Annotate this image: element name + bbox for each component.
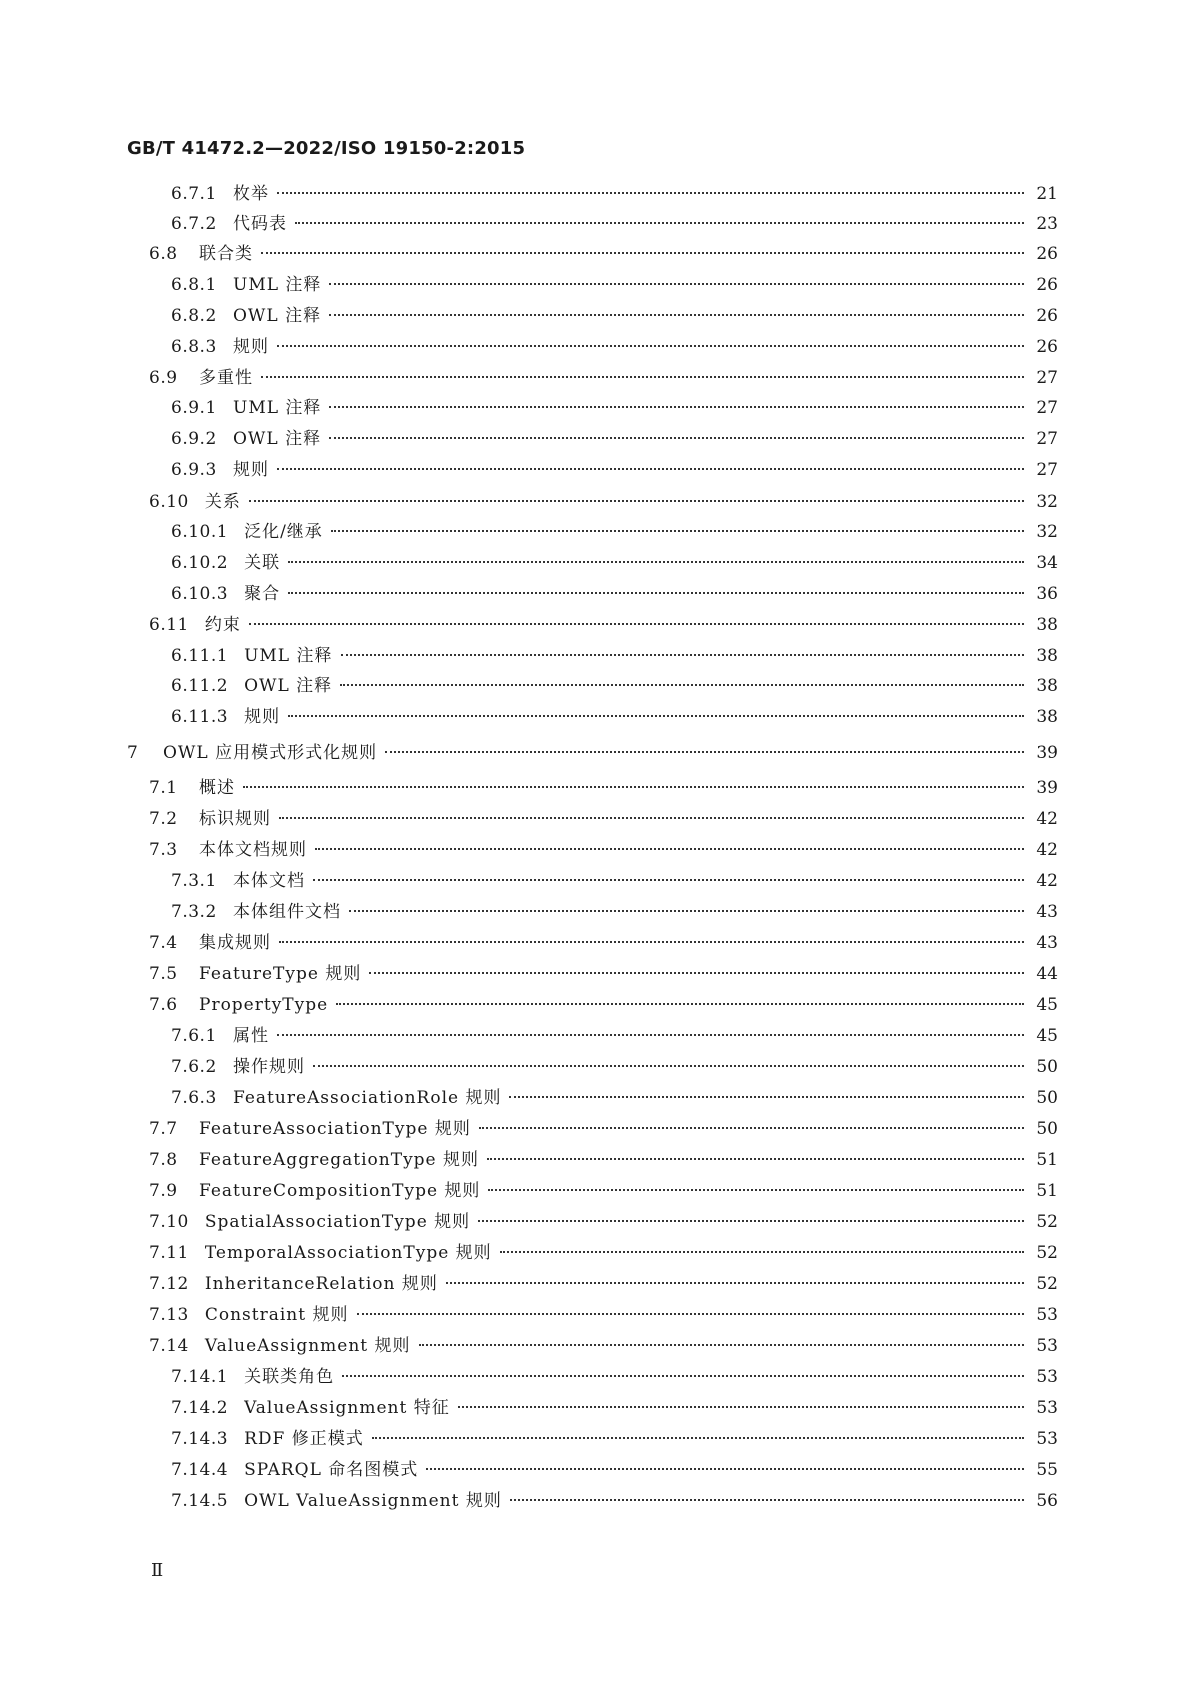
toc-dot-leader (261, 376, 1024, 378)
toc-entry-page: 38 (1036, 707, 1058, 727)
toc-entry-title: OWL 注释 (233, 306, 322, 326)
toc-entry[interactable] (171, 870, 1058, 892)
toc-entry-title: 规则 (244, 707, 281, 727)
toc-entry[interactable] (149, 367, 1058, 389)
toc-entry-title: 泛化/继承 (244, 522, 323, 542)
toc-entry-page: 42 (1036, 871, 1058, 891)
toc-entry-title: 联合类 (199, 244, 253, 264)
toc-entry-page: 53 (1036, 1398, 1058, 1418)
toc-entry-page: 45 (1036, 1026, 1058, 1046)
toc-entry-number: 7.12 (149, 1274, 189, 1294)
toc-entry-page: 53 (1036, 1429, 1058, 1449)
toc-entry-page: 34 (1036, 553, 1058, 573)
toc-entry-number: 7.6.3 (171, 1088, 217, 1108)
toc-entry-page: 52 (1036, 1212, 1058, 1232)
toc-entry-title: UML 注释 (233, 398, 322, 418)
toc-entry[interactable] (149, 1242, 1058, 1264)
toc-entry-title: 约束 (204, 615, 241, 635)
toc-entry-page: 53 (1036, 1367, 1058, 1387)
toc-entry-page: 36 (1036, 584, 1058, 604)
toc-entry[interactable] (171, 1087, 1058, 1109)
toc-entry-title: TemporalAssociationType 规则 (204, 1243, 492, 1263)
toc-entry-number: 7.2 (149, 809, 178, 829)
toc-entry[interactable] (149, 808, 1058, 830)
toc-entry-title: OWL 注释 (244, 676, 333, 696)
toc-dot-leader (372, 1437, 1024, 1439)
toc-dot-leader (419, 1344, 1024, 1346)
toc-dot-leader (295, 222, 1024, 224)
toc-entry-title: 本体文档规则 (199, 840, 307, 860)
toc-dot-leader (336, 1003, 1024, 1005)
toc-entry[interactable] (171, 183, 1058, 205)
toc-entry-number: 6.9.1 (171, 398, 217, 418)
toc-entry-number: 6.7.1 (171, 184, 217, 204)
toc-entry-page: 26 (1036, 244, 1058, 264)
toc-dot-leader (510, 1499, 1024, 1501)
toc-entry-number: 7 (127, 743, 139, 763)
toc-entry-number: 6.10.2 (171, 553, 229, 573)
toc-entry-page: 42 (1036, 840, 1058, 860)
toc-entry-page: 38 (1036, 676, 1058, 696)
toc-dot-leader (288, 592, 1024, 594)
toc-dot-leader (369, 972, 1024, 974)
toc-dot-leader (357, 1313, 1025, 1315)
toc-dot-leader (279, 941, 1024, 943)
toc-entry-title: FeatureType 规则 (199, 964, 362, 984)
toc-entry[interactable] (171, 1366, 1058, 1388)
toc-dot-leader (446, 1282, 1024, 1284)
toc-entry-title: FeatureCompositionType 规则 (199, 1181, 481, 1201)
toc-entry-number: 7.6.2 (171, 1057, 217, 1077)
toc-entry-number: 6.9.2 (171, 429, 217, 449)
toc-entry-page: 27 (1036, 398, 1058, 418)
toc-entry[interactable] (171, 305, 1058, 327)
toc-entry[interactable] (171, 675, 1058, 697)
toc-entry-number: 6.10.1 (171, 522, 229, 542)
toc-entry-page: 38 (1036, 615, 1058, 635)
toc-entry-page: 56 (1036, 1491, 1058, 1511)
toc-entry-page: 53 (1036, 1305, 1058, 1325)
toc-dot-leader (329, 406, 1024, 408)
toc-entry-page: 32 (1036, 522, 1058, 542)
toc-dot-leader (385, 751, 1024, 753)
toc-entry-title: Constraint 规则 (204, 1305, 349, 1325)
toc-entry[interactable] (171, 428, 1058, 450)
toc-entry[interactable] (171, 1459, 1058, 1481)
toc-dot-leader (243, 786, 1024, 788)
toc-entry[interactable] (171, 1490, 1058, 1512)
document-standard-code: GB/T 41472.2—2022/ISO 19150-2:2015 (127, 138, 526, 159)
toc-entry-number: 7.5 (149, 964, 178, 984)
toc-entry-page: 21 (1036, 184, 1058, 204)
toc-entry[interactable] (171, 552, 1058, 574)
toc-dot-leader (342, 1375, 1024, 1377)
toc-entry-title: PropertyType (199, 995, 329, 1015)
toc-entry-title: 本体组件文档 (233, 902, 341, 922)
toc-dot-leader (261, 252, 1024, 254)
toc-entry[interactable] (171, 1397, 1058, 1419)
toc-entry-title: FeatureAssociationType 规则 (199, 1119, 471, 1139)
toc-entry-number: 7.14 (149, 1336, 189, 1356)
toc-entry-page: 38 (1036, 646, 1058, 666)
toc-entry-number: 6.10 (149, 492, 189, 512)
toc-dot-leader (488, 1189, 1024, 1191)
toc-dot-leader (426, 1468, 1024, 1470)
toc-entry[interactable] (149, 1211, 1058, 1233)
toc-entry-title: 属性 (233, 1026, 269, 1046)
toc-entry-title: OWL 注释 (233, 429, 322, 449)
toc-entry-number: 6.11.1 (171, 646, 229, 666)
toc-entry-number: 7.6.1 (171, 1026, 217, 1046)
toc-dot-leader (329, 314, 1024, 316)
toc-entry-page: 53 (1036, 1336, 1058, 1356)
toc-entry-page: 51 (1036, 1150, 1058, 1170)
toc-entry[interactable] (149, 1149, 1058, 1171)
toc-dot-leader (329, 437, 1024, 439)
toc-entry-page: 39 (1036, 743, 1058, 763)
toc-dot-leader (279, 817, 1024, 819)
toc-entry-title: 规则 (233, 460, 269, 480)
toc-entry-number: 6.8.1 (171, 275, 217, 295)
toc-entry-number: 6.11.2 (171, 676, 229, 696)
toc-dot-leader (478, 1220, 1024, 1222)
toc-entry[interactable] (149, 614, 1058, 636)
toc-entry[interactable] (127, 742, 1058, 764)
toc-dot-leader (277, 345, 1024, 347)
toc-entry-number: 6.8.3 (171, 337, 217, 357)
toc-entry[interactable] (149, 1118, 1058, 1140)
toc-entry-page: 50 (1036, 1119, 1058, 1139)
toc-entry-number: 7.4 (149, 933, 178, 953)
toc-entry-number: 7.14.5 (171, 1491, 229, 1511)
toc-entry-number: 6.7.2 (171, 214, 217, 234)
toc-entry-title: 概述 (199, 778, 235, 798)
toc-entry-number: 7.14.2 (171, 1398, 229, 1418)
toc-entry[interactable] (171, 521, 1058, 543)
toc-entry-page: 44 (1036, 964, 1058, 984)
toc-entry[interactable] (149, 839, 1058, 861)
toc-entry[interactable] (171, 213, 1058, 235)
toc-entry-number: 7.10 (149, 1212, 189, 1232)
toc-dot-leader (479, 1127, 1024, 1129)
toc-entry-page: 27 (1036, 429, 1058, 449)
toc-dot-leader (277, 1034, 1024, 1036)
toc-entry[interactable] (171, 1428, 1058, 1450)
toc-entry[interactable] (149, 963, 1058, 985)
toc-entry[interactable] (149, 491, 1058, 513)
toc-entry-page: 27 (1036, 368, 1058, 388)
toc-dot-leader (331, 530, 1024, 532)
toc-entry-page: 39 (1036, 778, 1058, 798)
toc-entry-title: SpatialAssociationType 规则 (204, 1212, 471, 1232)
toc-entry-number: 7.14.4 (171, 1460, 229, 1480)
page-number: Ⅱ (151, 1560, 164, 1581)
toc-dot-leader (313, 879, 1024, 881)
toc-dot-leader (277, 192, 1024, 194)
toc-dot-leader (288, 561, 1024, 563)
toc-entry-number: 7.3 (149, 840, 178, 860)
toc-entry-title: UML 注释 (244, 646, 333, 666)
toc-entry[interactable] (171, 901, 1058, 923)
toc-entry-number: 7.8 (149, 1150, 178, 1170)
toc-entry-page: 26 (1036, 337, 1058, 357)
toc-dot-leader (341, 654, 1024, 656)
toc-entry-title: 集成规则 (199, 933, 271, 953)
toc-entry-title: 枚举 (233, 184, 269, 204)
toc-entry-title: UML 注释 (233, 275, 322, 295)
toc-entry-title: ValueAssignment 特征 (244, 1398, 450, 1418)
toc-entry-title: OWL 应用模式形式化规则 (163, 743, 378, 763)
toc-entry-number: 6.8.2 (171, 306, 217, 326)
toc-dot-leader (249, 623, 1024, 625)
toc-entry[interactable] (171, 583, 1058, 605)
toc-dot-leader (249, 500, 1024, 502)
toc-entry-number: 6.10.3 (171, 584, 229, 604)
toc-entry-page: 45 (1036, 995, 1058, 1015)
toc-entry-number: 7.11 (149, 1243, 189, 1263)
toc-dot-leader (329, 283, 1024, 285)
toc-entry[interactable] (171, 459, 1058, 481)
toc-entry-page: 50 (1036, 1088, 1058, 1108)
toc-entry-page: 42 (1036, 809, 1058, 829)
toc-dot-leader (340, 684, 1024, 686)
toc-entry-page: 26 (1036, 275, 1058, 295)
toc-entry[interactable] (149, 1335, 1058, 1357)
toc-entry[interactable] (171, 1025, 1058, 1047)
toc-entry-number: 7.14.3 (171, 1429, 229, 1449)
toc-entry-number: 7.13 (149, 1305, 189, 1325)
toc-dot-leader (288, 715, 1024, 717)
toc-entry-page: 27 (1036, 460, 1058, 480)
toc-entry-page: 51 (1036, 1181, 1058, 1201)
toc-entry-page: 52 (1036, 1243, 1058, 1263)
toc-entry-number: 7.1 (149, 778, 178, 798)
toc-entry-number: 7.14.1 (171, 1367, 229, 1387)
toc-entry-page: 55 (1036, 1460, 1058, 1480)
toc-entry[interactable] (171, 706, 1058, 728)
toc-entry-page: 50 (1036, 1057, 1058, 1077)
toc-entry-title: SPARQL 命名图模式 (244, 1460, 419, 1480)
toc-entry-number: 6.8 (149, 244, 178, 264)
toc-entry-number: 7.6 (149, 995, 178, 1015)
toc-entry-number: 7.3.1 (171, 871, 217, 891)
toc-entry[interactable] (149, 932, 1058, 954)
toc-dot-leader (313, 1065, 1024, 1067)
toc-entry-number: 7.3.2 (171, 902, 217, 922)
toc-entry-title: 标识规则 (199, 809, 271, 829)
toc-entry-title: InheritanceRelation 规则 (204, 1274, 438, 1294)
toc-entry[interactable] (149, 1180, 1058, 1202)
toc-entry-title: FeatureAggregationType 规则 (199, 1150, 480, 1170)
toc-dot-leader (509, 1096, 1024, 1098)
toc-dot-leader (349, 910, 1024, 912)
toc-entry-number: 6.9 (149, 368, 178, 388)
toc-entry[interactable] (171, 336, 1058, 358)
toc-entry-number: 7.9 (149, 1181, 178, 1201)
toc-entry-page: 26 (1036, 306, 1058, 326)
toc-entry[interactable] (149, 1304, 1058, 1326)
toc-entry[interactable] (171, 397, 1058, 419)
toc-entry-title: OWL ValueAssignment 规则 (244, 1491, 502, 1511)
toc-entry-title: ValueAssignment 规则 (204, 1336, 411, 1356)
toc-entry-page: 43 (1036, 933, 1058, 953)
toc-entry-page: 43 (1036, 902, 1058, 922)
toc-entry-title: 关联类角色 (244, 1367, 335, 1387)
toc-entry-number: 6.9.3 (171, 460, 217, 480)
toc-dot-leader (315, 848, 1024, 850)
toc-entry[interactable] (171, 1056, 1058, 1078)
toc-dot-leader (487, 1158, 1024, 1160)
toc-entry-title: RDF 修正模式 (244, 1429, 364, 1449)
toc-entry-title: 本体文档 (233, 871, 305, 891)
toc-entry-page: 32 (1036, 492, 1058, 512)
toc-entry-number: 6.11 (149, 615, 189, 635)
toc-entry-title: 关联 (244, 553, 281, 573)
toc-entry[interactable] (149, 243, 1058, 265)
toc-entry-title: 规则 (233, 337, 269, 357)
toc-entry-page: 23 (1036, 214, 1058, 234)
toc-entry[interactable] (149, 1273, 1058, 1295)
toc-entry-title: 关系 (204, 492, 241, 512)
toc-entry[interactable] (171, 274, 1058, 296)
toc-entry-title: 聚合 (244, 584, 281, 604)
toc-entry[interactable] (149, 994, 1058, 1016)
toc-entry-title: 操作规则 (233, 1057, 305, 1077)
toc-dot-leader (500, 1251, 1024, 1253)
toc-entry-number: 7.7 (149, 1119, 178, 1139)
toc-entry[interactable] (149, 777, 1058, 799)
toc-dot-leader (277, 468, 1024, 470)
toc-entry-title: 多重性 (199, 368, 253, 388)
toc-entry-title: FeatureAssociationRole 规则 (233, 1088, 502, 1108)
toc-entry-number: 6.11.3 (171, 707, 229, 727)
toc-dot-leader (458, 1406, 1024, 1408)
toc-entry-page: 52 (1036, 1274, 1058, 1294)
toc-entry-title: 代码表 (233, 214, 287, 234)
toc-entry[interactable] (171, 645, 1058, 667)
